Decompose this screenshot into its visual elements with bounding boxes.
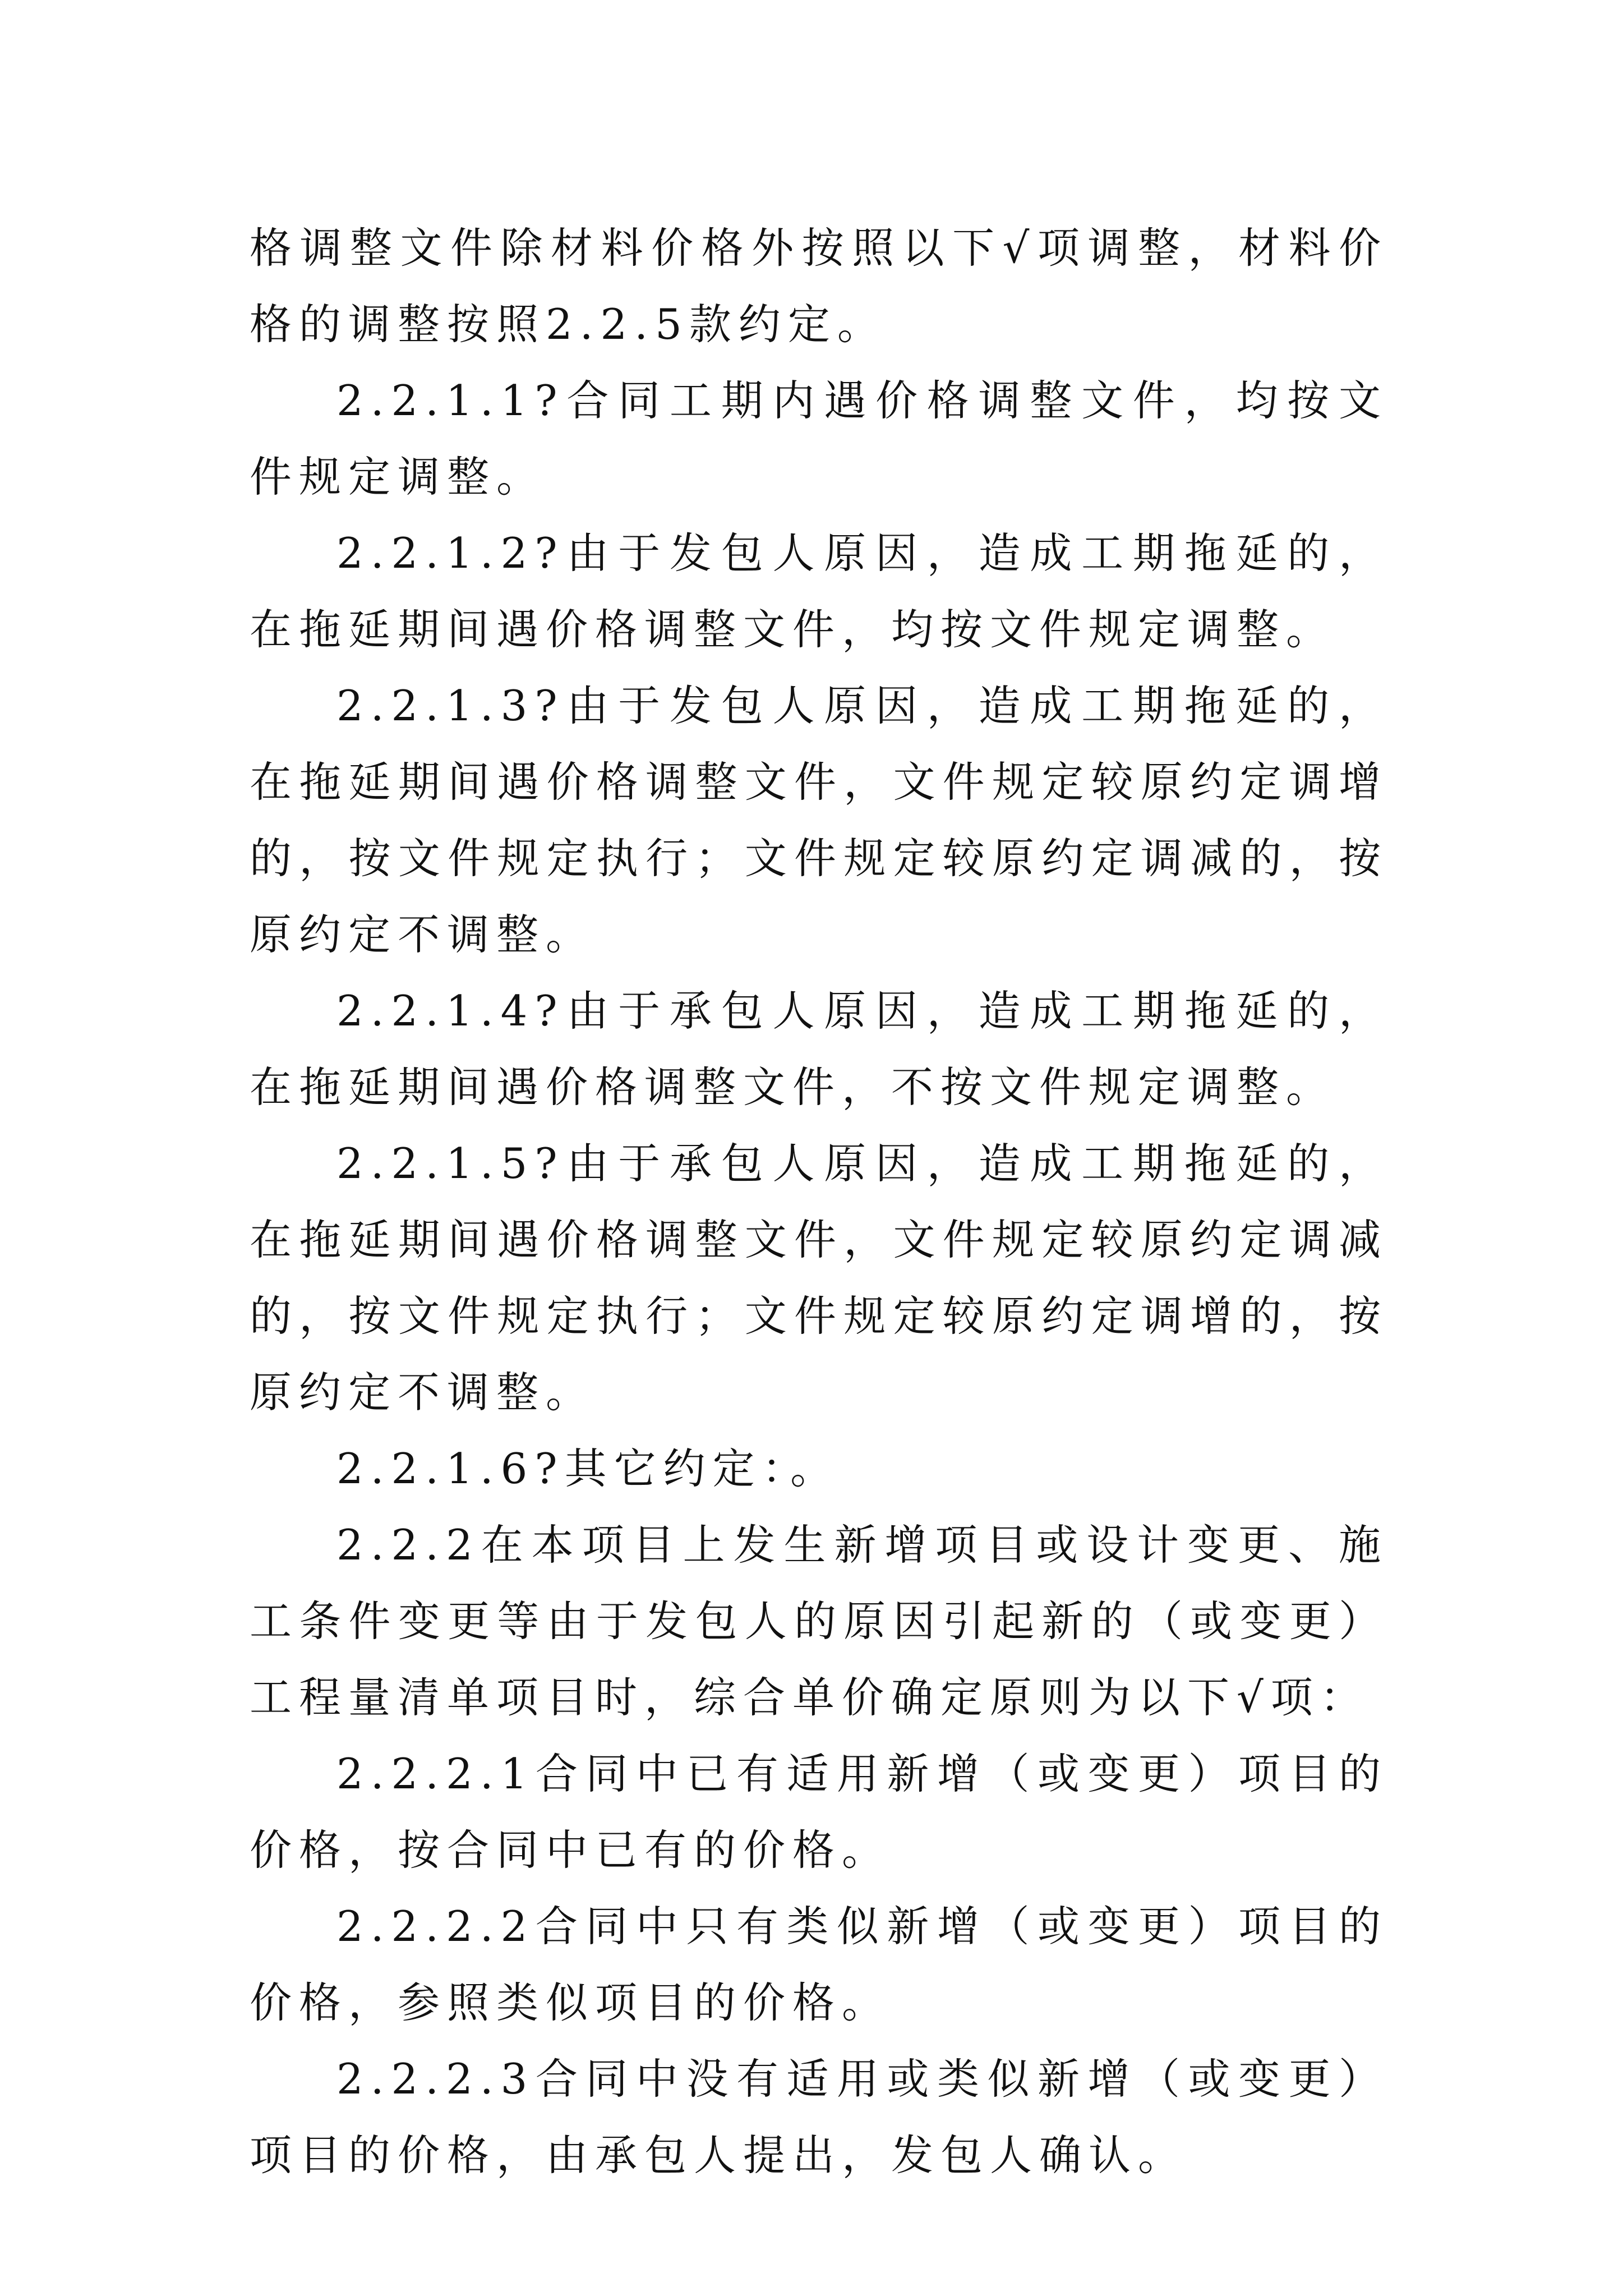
clause-2-2-1-1: 2.2.1.1?合同工期内遇价格调整文件，均按文件规定调整。 (250, 376, 1388, 501)
clause-2-2-1-5: 2.2.1.5?由于承包人原因，造成工期拖延的，在拖延期间遇价格调整文件，文件规定较原约定调减的，按文件规定执行；文件规定较原约定调增的，按原约定不调整。 (250, 1139, 1388, 1417)
clause-2-2-1-2: 2.2.1.2?由于发包人原因，造成工期拖延的，在拖延期间遇价格调整文件，均按文件规定调整。 (250, 528, 1388, 654)
clause-2-2-2-2: 2.2.2.2合同中只有类似新增（或变更）项目的价格，参照类似项目的价格。 (250, 1902, 1388, 2027)
paragraph-continuation: 格调整文件除材料价格外按照以下√项调整，材料价格的调整按照2.2.5款约定。 (250, 223, 1388, 349)
clause-2-2-1-6: 2.2.1.6?其它约定：。 (336, 1444, 840, 1493)
document-body (250, 210, 1388, 2193)
clause-2-2-2: 2.2.2在本项目上发生新增项目或设计变更、施工条件变更等由于发包人的原因引起新的（或变更）工程量清单项目时，综合单价确定原则为以下√项： (250, 1520, 1388, 1722)
clause-2-2-1-3: 2.2.1.3?由于发包人原因，造成工期拖延的，在拖延期间遇价格调整文件，文件规定较原约定调增的，按文件规定执行；文件规定较原约定调减的，按原约定不调整。 (250, 681, 1388, 959)
clause-2-2-1-4: 2.2.1.4?由于承包人原因，造成工期拖延的，在拖延期间遇价格调整文件，不按文件规定调整。 (250, 986, 1388, 1112)
clause-2-2-2-3: 2.2.2.3合同中没有适用或类似新增（或变更）项目的价格，由承包人提出，发包人确认。 (250, 2054, 1388, 2180)
clause-2-2-2-1: 2.2.2.1合同中已有适用新增（或变更）项目的价格，按合同中已有的价格。 (250, 1749, 1388, 1875)
